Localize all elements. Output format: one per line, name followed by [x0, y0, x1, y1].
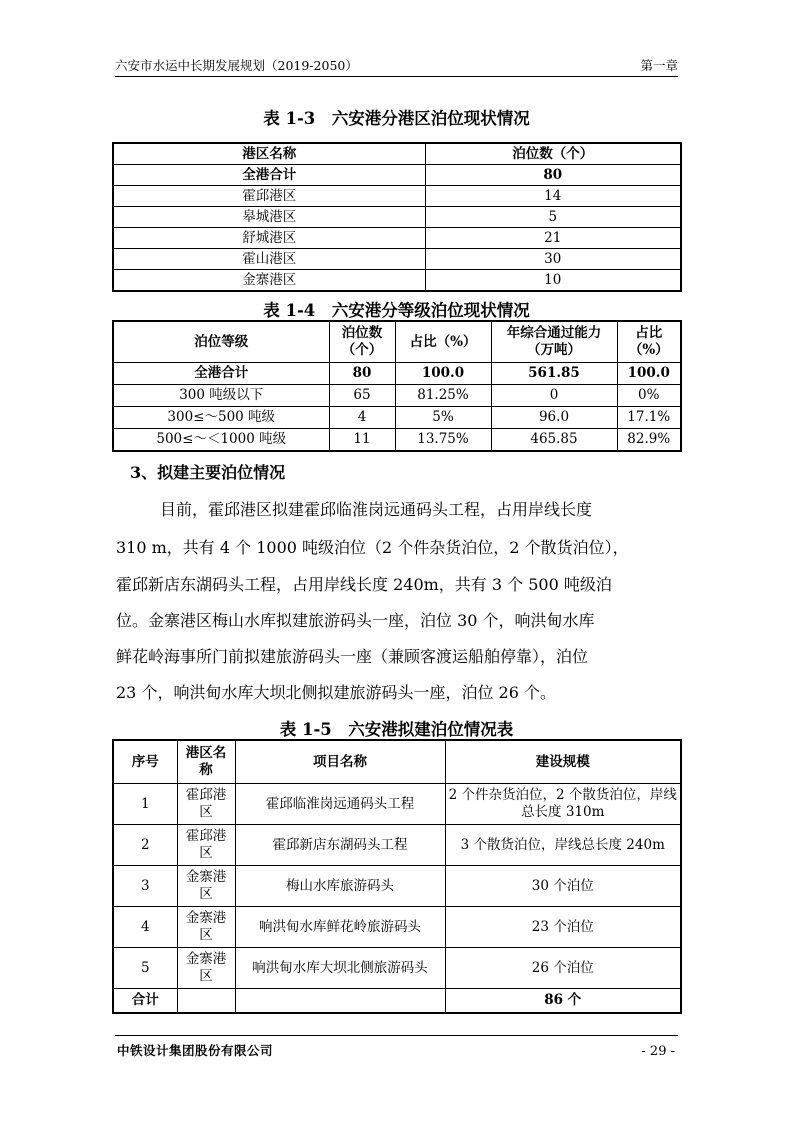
- total-label: 合计: [113, 989, 177, 1014]
- cell: 霍邱港区: [177, 784, 235, 825]
- table-1-4: [112, 320, 682, 452]
- table-total-row: [113, 989, 681, 1014]
- empty-cell: [177, 989, 235, 1014]
- table-1-5-caption: 表 1-5 六安港拟建泊位情况表: [279, 720, 514, 739]
- total-cell: 80: [425, 165, 681, 186]
- cell: 响洪甸水库大坝北侧旅游码头: [235, 948, 445, 989]
- cell: 4: [113, 907, 177, 948]
- header-chapter: 第一章: [640, 58, 678, 73]
- total-cell: 80: [329, 363, 395, 385]
- cell: 舒城港区: [113, 228, 425, 249]
- cell: 金寨港区: [113, 270, 425, 292]
- table-row: [113, 228, 681, 249]
- paragraph-line: 310 m，共有 4 个 1000 吨级泊位（2 个件杂货泊位，2 个散货泊位），: [116, 538, 629, 557]
- table-row: [113, 429, 681, 452]
- cell: 3 个散货泊位，岸线总长度 240m: [445, 825, 681, 866]
- cell: 13.75%: [395, 429, 491, 452]
- table-row: [113, 270, 681, 292]
- cell: 1: [113, 784, 177, 825]
- cell: 23 个泊位: [445, 907, 681, 948]
- table-1-3-caption: 表 1-3 六安港分港区泊位现状情况: [263, 109, 530, 128]
- header-cell: 序号: [113, 740, 177, 784]
- cell: 81.25%: [395, 385, 491, 407]
- cell: 4: [329, 407, 395, 429]
- total-value: 86 个: [445, 989, 681, 1014]
- header-cell: 建设规模: [445, 740, 681, 784]
- cell: 5: [425, 207, 681, 228]
- cell: 2: [113, 825, 177, 866]
- cell: 霍邱港区: [177, 825, 235, 866]
- header-cell: 泊位数（个）: [329, 321, 395, 363]
- cell: 响洪甸水库鲜花岭旅游码头: [235, 907, 445, 948]
- paragraph-line: 霍邱新店东湖码头工程，占用岸线长度 240m，共有 3 个 500 吨级泊: [116, 575, 612, 594]
- table-row: [113, 907, 681, 948]
- cell: 0: [491, 385, 617, 407]
- cell: 300 吨级以下: [113, 385, 329, 407]
- header-cell: 年综合通过能力（万吨）: [491, 321, 617, 363]
- total-cell: 100.0: [395, 363, 491, 385]
- total-cell: 全港合计: [113, 363, 329, 385]
- paragraph-line: 鲜花岭海事所门前拟建旅游码头一座（兼顾客渡运船舶停靠），泊位: [116, 647, 589, 666]
- paragraph-line: 目前，霍邱港区拟建霍邱临淮岗远通码头工程，占用岸线长度: [160, 500, 593, 519]
- paragraph-line: 位。金寨港区梅山水库拟建旅游码头一座，泊位 30 个，响洪甸水库: [116, 611, 595, 630]
- header-cell: 占比（%）: [617, 321, 681, 363]
- cell: 5%: [395, 407, 491, 429]
- header-cell: 项目名称: [235, 740, 445, 784]
- company-logo-text: 中铁设计集团股份有限公司: [117, 1043, 274, 1058]
- table-row: [113, 385, 681, 407]
- cell: 10: [425, 270, 681, 292]
- header-cell: 港区名称: [177, 740, 235, 784]
- section-heading: 3、拟建主要泊位情况: [130, 463, 286, 482]
- cell: 金寨港区: [177, 907, 235, 948]
- cell: 霍邱港区: [113, 186, 425, 207]
- table-1-4-caption: 表 1-4 六安港分等级泊位现状情况: [263, 301, 530, 320]
- table-row: [113, 186, 681, 207]
- cell: 2 个件杂货泊位，2 个散货泊位，岸线总长度 310m: [445, 784, 681, 825]
- paragraph-line: 23 个，响洪甸水库大坝北侧拟建旅游码头一座，泊位 26 个。: [116, 683, 556, 702]
- cell: 465.85: [491, 429, 617, 452]
- table-header-row: [113, 321, 681, 363]
- table-row: [113, 825, 681, 866]
- table-row: [113, 207, 681, 228]
- cell: 0%: [617, 385, 681, 407]
- cell: 霍山港区: [113, 249, 425, 270]
- cell: 霍邱新店东湖码头工程: [235, 825, 445, 866]
- table-row: [113, 249, 681, 270]
- table-header-row: [113, 740, 681, 784]
- cell: 11: [329, 429, 395, 452]
- table-row: [113, 784, 681, 825]
- cell: 皋城港区: [113, 207, 425, 228]
- header-cell: 港区名称: [113, 143, 425, 165]
- cell: 65: [329, 385, 395, 407]
- cell: 82.9%: [617, 429, 681, 452]
- header-title: 六安市水运中长期发展规划（2019-2050）: [115, 58, 358, 73]
- header-cell: 泊位数（个）: [425, 143, 681, 165]
- table-1-5: [112, 739, 682, 1014]
- table-row: [113, 948, 681, 989]
- cell: 17.1%: [617, 407, 681, 429]
- cell: 96.0: [491, 407, 617, 429]
- cell: 300≤～500 吨级: [113, 407, 329, 429]
- cell: 30 个泊位: [445, 866, 681, 907]
- page-number: - 29 -: [641, 1044, 675, 1059]
- total-cell: 561.85: [491, 363, 617, 385]
- header-cell: 泊位等级: [113, 321, 329, 363]
- cell: 霍邱临淮岗远通码头工程: [235, 784, 445, 825]
- cell: 金寨港区: [177, 948, 235, 989]
- cell: 金寨港区: [177, 866, 235, 907]
- cell: 3: [113, 866, 177, 907]
- total-cell: 100.0: [617, 363, 681, 385]
- table-header-row: [113, 143, 681, 165]
- cell: 14: [425, 186, 681, 207]
- table-total-row: [113, 165, 681, 186]
- cell: 21: [425, 228, 681, 249]
- cell: 梅山水库旅游码头: [235, 866, 445, 907]
- total-cell: 全港合计: [113, 165, 425, 186]
- header-cell: 占比（%）: [395, 321, 491, 363]
- cell: 5: [113, 948, 177, 989]
- table-1-3: [112, 142, 682, 292]
- cell: 26 个泊位: [445, 948, 681, 989]
- table-row: [113, 866, 681, 907]
- cell: 30: [425, 249, 681, 270]
- table-row: [113, 407, 681, 429]
- table-total-row: [113, 363, 681, 385]
- empty-cell: [235, 989, 445, 1014]
- cell: 500≤～＜1000 吨级: [113, 429, 329, 452]
- running-header: [115, 54, 678, 77]
- footer-rule: [115, 1035, 678, 1036]
